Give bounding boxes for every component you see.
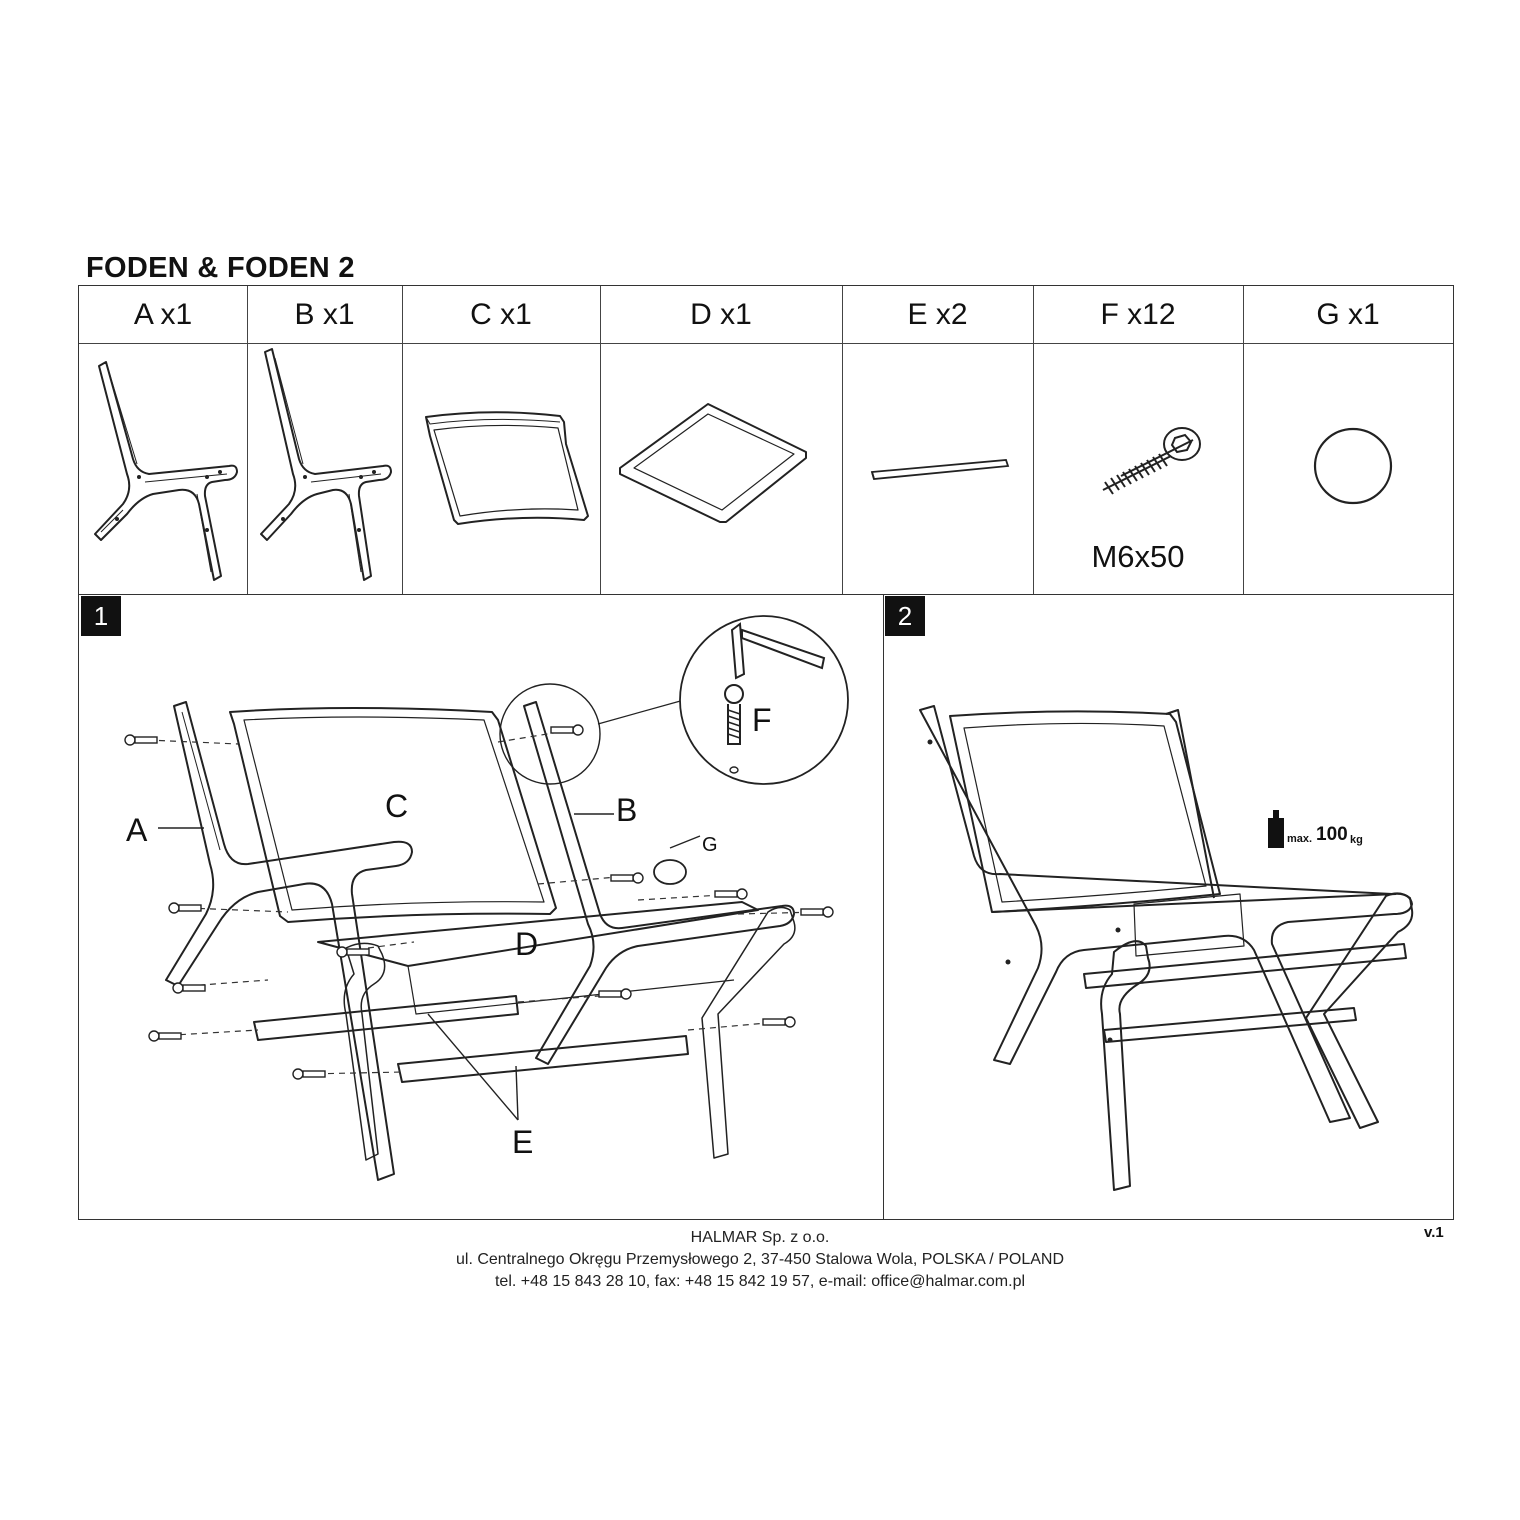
washer-ring-icon [1243,344,1453,594]
part-b-header: B x1 [294,297,355,331]
backrest-icon [402,344,600,594]
part-a-header: A x1 [133,297,193,331]
label-b: B [616,792,638,828]
label-a: A [126,812,148,848]
part-c-header: C x1 [470,297,532,331]
step-2-assembled-chair [884,594,1454,1220]
bolt-spec-label: M6x50 [1091,539,1185,574]
part-e-header: E x2 [907,297,968,331]
step-1-exploded-diagram [78,594,878,1220]
weight-prefix: max. [1287,833,1313,845]
side-frame-a-icon [79,344,247,594]
bolt-icon [1033,344,1243,534]
weight-icon [1268,810,1284,848]
part-f-header: F x12 [1100,297,1176,331]
parts-table [78,285,1454,595]
label-d: D [515,926,539,962]
step-2-badge: 2 [885,596,925,636]
part-g-header: G x1 [1316,297,1380,331]
footer-company: HALMAR Sp. z o.o. [690,1229,830,1246]
side-frame-b-icon [247,344,402,594]
footer-address: ul. Centralnego Okręgu Przemysłowego 2, 37-450 Stalowa Wola, POLSKA / POLAND [455,1251,1064,1268]
document-title: FODEN & FODEN 2 [86,252,355,284]
crossbar-icon [842,344,1033,594]
seat-frame-icon [600,344,842,594]
weight-value: 100 [1316,824,1348,845]
footer-contact: tel. +48 15 843 28 10, fax: +48 15 842 19 57, e-mail: office@halmar.com.pl [494,1273,1026,1290]
step-1-badge: 1 [81,596,121,636]
version-label: v.1 [1424,1224,1444,1241]
weight-unit: kg [1350,834,1363,846]
label-e: E [512,1124,534,1160]
label-c: C [385,788,409,824]
part-d-header: D x1 [690,297,752,331]
label-f: F [752,702,772,738]
label-g: G [702,834,718,856]
